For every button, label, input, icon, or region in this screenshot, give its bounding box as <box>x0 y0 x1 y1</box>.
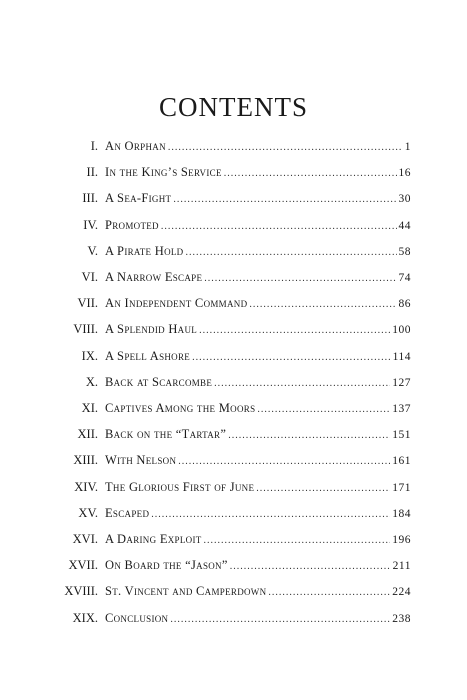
toc-entry[interactable] <box>0 424 467 444</box>
chapter-number: XVII. <box>68 558 98 573</box>
toc-entry-row <box>105 372 411 394</box>
toc-entry[interactable] <box>0 477 467 497</box>
page-number: 127 <box>392 376 411 389</box>
chapter-title: With Nelson <box>105 453 177 468</box>
toc-entry-row <box>105 424 411 446</box>
toc-entry[interactable] <box>0 398 467 418</box>
chapter-title: In the King’s Service <box>105 165 222 180</box>
toc-entry[interactable] <box>0 162 467 182</box>
toc-entry[interactable] <box>0 267 467 287</box>
dot-leader <box>224 164 397 184</box>
chapter-title: A Daring Exploit <box>105 532 202 546</box>
dot-leader <box>173 190 396 210</box>
chapter-title: An Orphan <box>105 139 166 153</box>
dot-leader <box>178 452 390 472</box>
toc-entry-row <box>105 581 411 603</box>
dot-leader <box>249 295 396 315</box>
dot-leader <box>204 269 396 289</box>
page-title: CONTENTS <box>159 92 308 122</box>
dot-leader <box>161 217 397 237</box>
chapter-number: VII. <box>77 296 98 311</box>
chapter-title: A Pirate Hold <box>105 243 184 258</box>
dot-leader <box>170 610 390 630</box>
dot-leader <box>214 374 390 394</box>
chapter-number: IV. <box>83 217 98 232</box>
dot-leader <box>199 321 390 341</box>
chapter-number: XIII. <box>73 453 98 468</box>
toc-entry-row <box>105 503 411 525</box>
page-number: 184 <box>392 507 411 520</box>
chapter-number: XII. <box>77 427 98 442</box>
toc-entry-row <box>105 319 411 341</box>
chapter-number: I. <box>90 139 98 153</box>
chapter-title: St. Vincent and Camperdown <box>105 584 267 599</box>
chapter-number: X. <box>85 374 98 389</box>
chapter-title: Conclusion <box>105 610 169 625</box>
page-number: 100 <box>392 324 411 337</box>
toc-entry-row <box>105 608 411 630</box>
page-number: 238 <box>392 612 411 625</box>
toc-entry[interactable] <box>0 346 467 366</box>
page-number: 224 <box>392 586 411 599</box>
toc-entry[interactable] <box>0 319 467 339</box>
toc-entry-row <box>105 215 411 237</box>
chapter-title: A Sea-Fight <box>105 191 172 206</box>
toc-entry[interactable] <box>0 608 467 628</box>
toc-entry[interactable] <box>0 450 467 470</box>
toc-entry-row <box>105 555 411 577</box>
toc-entry[interactable] <box>0 188 467 208</box>
toc-entry-row <box>105 188 411 210</box>
chapter-number: XIV. <box>74 479 98 494</box>
toc-entry[interactable] <box>0 503 467 523</box>
chapter-number: III. <box>82 191 98 206</box>
toc-entry[interactable] <box>0 215 467 235</box>
page-number: 16 <box>398 167 411 180</box>
toc-entry-row <box>105 241 411 263</box>
dot-leader <box>257 400 390 420</box>
chapter-title: Promoted <box>105 217 159 232</box>
toc-entry-row <box>105 267 411 289</box>
chapter-title: Escaped <box>105 505 150 520</box>
page-number: 151 <box>392 429 411 442</box>
page-number: 86 <box>398 298 411 311</box>
chapter-title: A Narrow Escape <box>105 270 203 284</box>
toc-entry-row <box>105 162 411 184</box>
dot-leader <box>192 348 391 368</box>
chapter-title: A Splendid Haul <box>105 322 198 337</box>
dot-leader <box>256 479 390 499</box>
toc-entry[interactable] <box>0 529 467 549</box>
chapter-title: The Glorious First of June <box>105 479 255 494</box>
page-number: 58 <box>398 245 411 258</box>
chapter-title: Back at Scarcombe <box>105 374 213 389</box>
page-number: 137 <box>392 403 411 415</box>
page-number: 30 <box>398 193 411 206</box>
chapter-title: Back on the “Tartar” <box>105 427 227 442</box>
page-number: 114 <box>392 350 411 363</box>
toc-entry[interactable] <box>0 581 467 601</box>
toc-entry-row <box>105 398 411 420</box>
chapter-title: Captives Among the Moors <box>105 401 256 415</box>
dot-leader <box>230 557 391 577</box>
page-number: 1 <box>404 141 411 153</box>
page-number: 44 <box>398 219 411 232</box>
dot-leader <box>151 505 390 525</box>
page-number: 196 <box>392 534 411 546</box>
dot-leader <box>228 426 390 446</box>
toc-entry[interactable] <box>0 372 467 392</box>
chapter-number: VI. <box>81 270 98 284</box>
dot-leader <box>168 138 403 158</box>
chapter-title: An Independent Command <box>105 296 248 311</box>
toc-entry[interactable] <box>0 136 467 156</box>
page-number: 171 <box>392 481 411 494</box>
toc-entry-row <box>105 450 411 472</box>
toc-entry[interactable] <box>0 241 467 261</box>
toc-entry-row <box>105 293 411 315</box>
page-number: 161 <box>392 455 411 468</box>
chapter-number: II. <box>86 165 98 180</box>
chapter-number: XVI. <box>72 532 98 546</box>
toc-entry[interactable] <box>0 555 467 575</box>
chapter-number: XIX. <box>72 610 98 625</box>
chapter-number: V. <box>87 243 98 258</box>
dot-leader <box>185 243 396 263</box>
chapter-number: XV. <box>78 505 98 520</box>
chapter-title: On Board the “Jason” <box>105 558 228 573</box>
chapter-number: XVIII. <box>64 584 98 599</box>
toc-entry-row <box>105 477 411 499</box>
toc-entry[interactable] <box>0 293 467 313</box>
chapter-title: A Spell Ashore <box>105 348 191 363</box>
toc-entry-row <box>105 529 411 551</box>
toc-entry-row <box>105 136 411 158</box>
dot-leader <box>268 583 390 603</box>
page-number: 74 <box>398 272 411 284</box>
chapter-number: XI. <box>81 401 98 415</box>
chapter-number: IX. <box>81 348 98 363</box>
page-number: 211 <box>392 560 411 573</box>
toc-entry-row <box>105 346 411 368</box>
dot-leader <box>204 531 391 551</box>
chapter-number: VIII. <box>73 322 98 337</box>
